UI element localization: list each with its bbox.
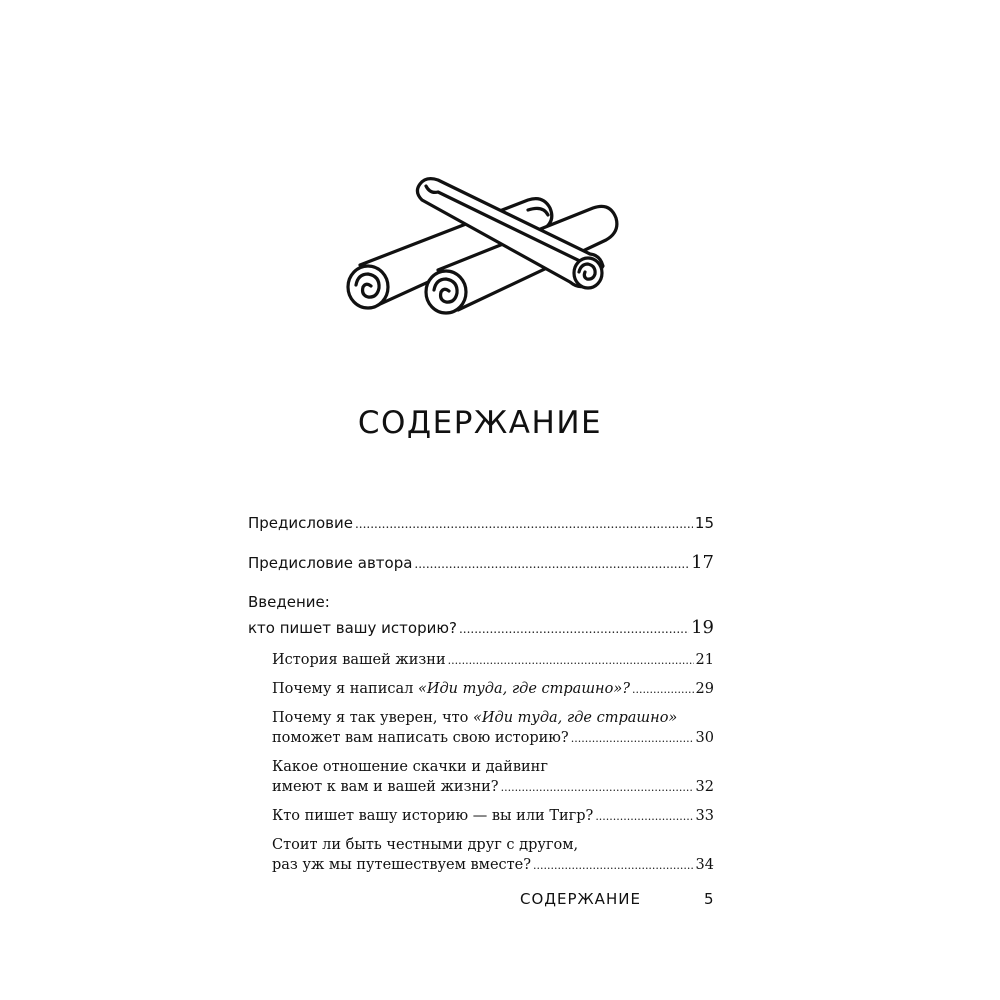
toc-subentry-page: 21 (695, 652, 714, 668)
toc-subentry-page: 34 (695, 857, 714, 873)
dot-leader (414, 557, 689, 571)
toc-entry-introduction[interactable] (248, 617, 714, 638)
dot-leader (459, 622, 689, 636)
toc-subentry-text: Почему я так уверен, что (272, 710, 474, 726)
toc-subentry-label: имеют к вам и вашей жизни? (272, 779, 499, 795)
dot-leader (355, 517, 693, 531)
toc-entry-introduction-heading: Введение: (248, 593, 330, 611)
toc-subentry-label: поможет вам написать свою историю? (272, 730, 569, 746)
toc-entry-page: 15 (694, 514, 714, 532)
toc-entry-label: Предисловие автора (248, 554, 413, 572)
toc-subentry-page: 29 (695, 681, 714, 697)
toc-entry-label: Предисловие (248, 514, 353, 532)
toc-subentry-book-title: «Иди туда, где страшно»? (417, 681, 630, 697)
page-number: 5 (704, 890, 714, 908)
toc-subentry-line (272, 708, 714, 728)
toc-entry-label: кто пишет вашу историю? (248, 619, 457, 637)
toc-subentry-page: 32 (695, 779, 714, 795)
toc-subentry-label: раз уж мы путешествуем вместе? (272, 857, 532, 873)
toc-subentry[interactable] (272, 757, 714, 798)
table-of-contents (248, 514, 714, 876)
dot-leader (448, 651, 694, 671)
toc-subentry[interactable] (272, 679, 714, 700)
toc-subentry-book-title: «Иди туда, где страшно» (473, 710, 678, 726)
toc-subentry[interactable] (272, 806, 714, 827)
dot-leader (595, 807, 693, 827)
cinnamon-sticks-icon (338, 170, 628, 320)
toc-entry-author-preface[interactable] (248, 552, 714, 573)
toc-subentry-line: Стоит ли быть честными друг с другом, (272, 837, 579, 853)
toc-subentry-line: Какое отношение скачки и дайвинг (272, 759, 548, 775)
toc-subentry-label: Кто пишет вашу историю — вы или Тигр? (272, 808, 594, 824)
dot-leader (533, 856, 694, 876)
page-title: СОДЕРЖАНИЕ (357, 405, 603, 441)
toc-entry-page: 19 (691, 617, 714, 638)
toc-entry-preface[interactable] (248, 514, 714, 532)
dot-leader (571, 729, 694, 749)
dot-leader (501, 778, 694, 798)
toc-subentry[interactable] (272, 650, 714, 671)
toc-subentry-page: 33 (695, 808, 714, 824)
toc-subentry[interactable] (272, 835, 714, 876)
dot-leader (632, 680, 694, 700)
toc-subentry-page: 30 (695, 730, 714, 746)
toc-entry-page: 17 (691, 552, 714, 573)
running-footer-title: СОДЕРЖАНИЕ (520, 890, 641, 908)
toc-subentry[interactable] (272, 708, 714, 749)
toc-subentry-label (272, 679, 630, 699)
toc-subentry-text: Почему я написал (272, 681, 418, 697)
toc-subentry-label: История вашей жизни (272, 652, 446, 668)
